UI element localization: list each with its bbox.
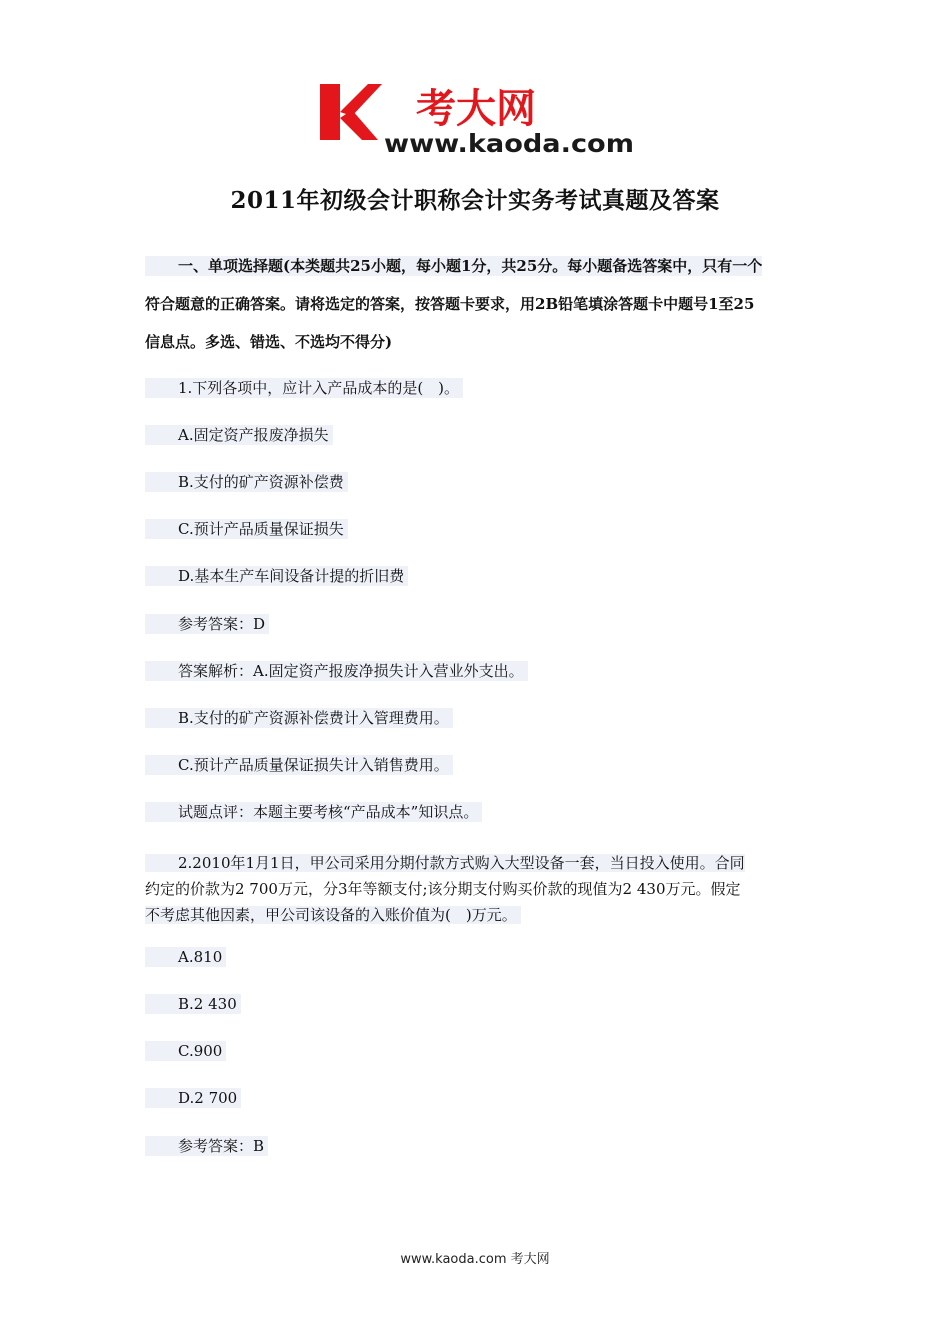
question-1-option-d: D.基本生产车间设备计提的折旧费 <box>145 566 408 586</box>
document-title: 2011年初级会计职称会计实务考试真题及答案 <box>230 187 720 214</box>
question-2-option-b-row <box>145 995 810 1014</box>
question-1-option-d-row <box>145 567 810 586</box>
question-1-stem: 1.下列各项中，应计入产品成本的是( )。 <box>145 378 463 398</box>
question-2-answer: 参考答案：B <box>145 1136 268 1156</box>
intro-line-3: 信息点。多选、错选、不选均不得分) <box>145 333 393 351</box>
question-2-option-d-row <box>145 1089 810 1108</box>
question-1-analysis-b: B.支付的矿产资源补偿费计入管理费用。 <box>145 708 453 728</box>
question-1-analysis-b-row <box>145 709 810 728</box>
question-1-analysis-c: C.预计产品质量保证损失计入销售费用。 <box>145 755 453 775</box>
question-2-option-c-row <box>145 1042 810 1061</box>
question-1-option-a: A.固定资产报废净损失 <box>145 425 333 445</box>
question-1-analysis-c-row <box>145 756 810 775</box>
question-1-option-b-row <box>145 473 810 492</box>
intro-line-2: 符合题意的正确答案。请将选定的答案，按答题卡要求，用2B铅笔填涂答题卡中题号1至25 <box>145 295 755 313</box>
question-1-option-b: B.支付的矿产资源补偿费 <box>145 472 348 492</box>
question-1-answer: 参考答案：D <box>145 614 269 634</box>
question-1-option-c-row <box>145 520 810 539</box>
question-1-answer-row <box>145 615 810 634</box>
logo-k-mark <box>320 84 382 140</box>
question-1-option-c: C.预计产品质量保证损失 <box>145 519 348 539</box>
footer-url[interactable]: www.kaoda.com <box>400 1252 507 1267</box>
kaoda-logo <box>318 78 638 158</box>
question-2-option-d: D.2 700 <box>145 1088 241 1108</box>
question-1-option-a-row <box>145 426 810 445</box>
question-1-analysis-a-row <box>145 662 810 681</box>
question-2-option-c: C.900 <box>145 1041 226 1061</box>
question-1-comment: 试题点评：本题主要考核“产品成本”知识点。 <box>145 802 482 822</box>
question-2-option-b: B.2 430 <box>145 994 241 1014</box>
intro-line-1: 一、单项选择题(本类题共25小题，每小题1分，共25分。每小题备选答案中，只有一个 <box>145 256 762 276</box>
footer-brand: 考大网 <box>510 1252 550 1267</box>
question-1-stem-row <box>145 379 810 398</box>
question-2-line-2: 约定的价款为2 700万元，分3年等额支付;该分期支付购买价款的现值为2 430万元。假定 <box>145 880 741 898</box>
page-footer <box>0 1248 950 1267</box>
question-2-line-1: 2.2010年1月1日，甲公司采用分期付款方式购入大型设备一套，当日投入使用。合同 <box>145 854 745 872</box>
question-1-analysis-a: 答案解析：A.固定资产报废净损失计入营业外支出。 <box>145 661 528 681</box>
question-2-stem <box>145 850 810 928</box>
question-2-option-a: A.810 <box>145 947 226 967</box>
section-intro <box>145 247 810 361</box>
logo-url-text: www.kaoda.com <box>384 129 634 158</box>
kaoda-logo-graphic <box>318 78 638 158</box>
question-2-line-3: 不考虑其他因素，甲公司该设备的入账价值为( )万元。 <box>145 906 521 924</box>
question-2-option-a-row <box>145 948 810 967</box>
question-1-comment-row <box>145 803 810 822</box>
question-2-answer-row <box>145 1137 810 1156</box>
logo-brand-text: 考大网 <box>416 86 536 132</box>
